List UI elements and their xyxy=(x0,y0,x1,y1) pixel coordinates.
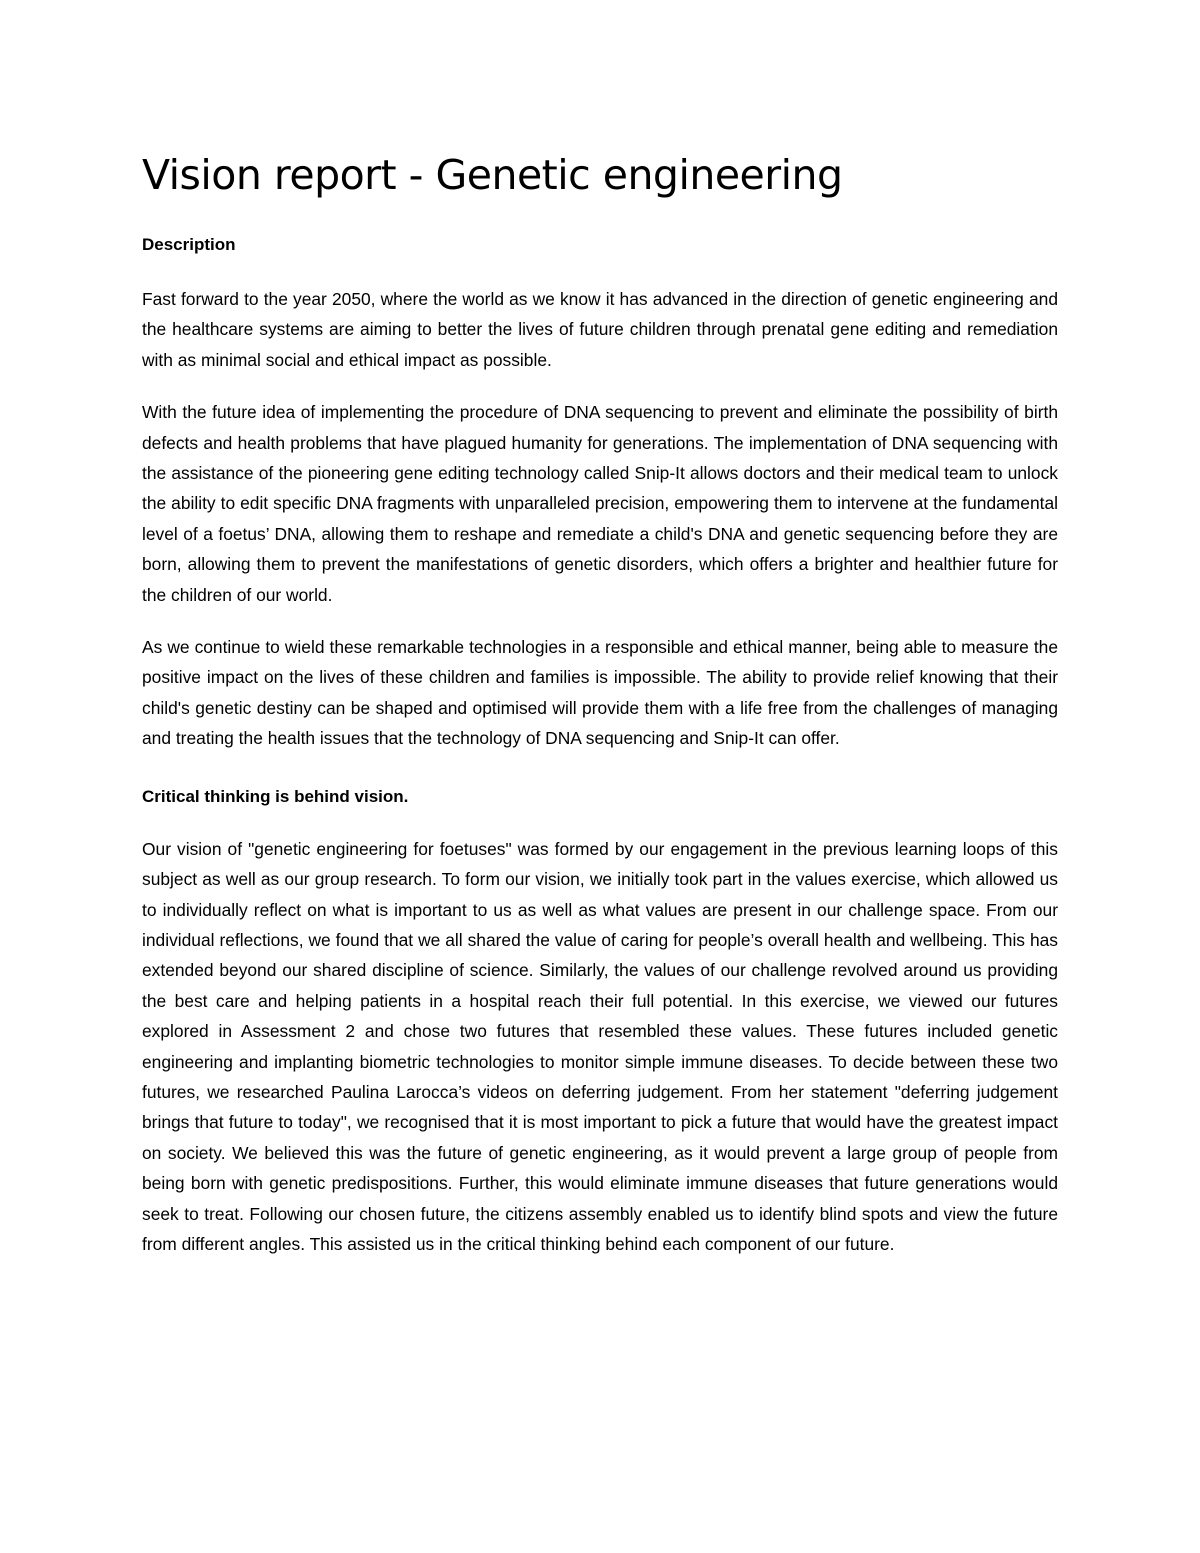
section-heading-critical-thinking: Critical thinking is behind vision. xyxy=(142,786,409,806)
paragraph-description-2: With the future idea of implementing the procedure of DNA sequencing to prevent and eliminate the possibility of birth defects and health problems that have plagued humanity for generations. The implementation of DNA sequencing with the assistance of the pioneering gene editing technology called Snip-It allows doctors and their medical team to unlock the ability to edit specific DNA fragments with unparalleled precision, empowering them to intervene at the fundamental level of a foetus’ DNA, allowing them to reshape and remediate a child's DNA and genetic sequencing before they are born, allowing them to prevent the manifestations of genetic disorders, which offers a brighter and healthier future for the children of our world. xyxy=(142,402,1058,605)
paragraph-description-1: Fast forward to the year 2050, where the world as we know it has advanced in the direction of genetic engineering and the healthcare systems are aiming to better the lives of future children through prenatal gene editing and remediation with as minimal social and ethical impact as possible. xyxy=(142,289,1058,370)
paragraph-critical-thinking-1: Our vision of "genetic engineering for foetuses" was formed by our engagement in the previous learning loops of this subject as well as our group research. To form our vision, we initially took part in the values exercise, which allowed us to individually reflect on what is important to us as well as what values are present in our challenge space. From our individual reflections, we found that we all shared the value of caring for people’s overall health and wellbeing. This has extended beyond our shared discipline of science. Similarly, the values of our challenge revolved around us providing the best care and helping patients in a hospital reach their full potential. In this exercise, we viewed our futures explored in Assessment 2 and chose two futures that resembled these values. These futures included genetic engineering and implanting biometric technologies to monitor simple immune diseases. To decide between these two futures, we researched Paulina Larocca’s videos on deferring judgement. From her statement "deferring judgement brings that future to today", we recognised that it is most important to pick a future that would have the greatest impact on society. We believed this was the future of genetic engineering, as it would prevent a large group of people from being born with genetic predispositions. Further, this would eliminate immune diseases that future generations would seek to treat. Following our chosen future, the citizens assembly enabled us to identify blind spots and view the future from different angles. This assisted us in the critical thinking behind each component of our future. xyxy=(142,838,1058,1254)
document-title: Vision report - Genetic engineering xyxy=(142,151,843,199)
paragraph-description-3: As we continue to wield these remarkable technologies in a responsible and ethical manner, being able to measure the positive impact on the lives of these children and families is impossible. The ability to provide relief knowing that their child's genetic destiny can be shaped and optimised will provide them with a life free from the challenges of managing and treating the health issues that the technology of DNA sequencing and Snip-It can offer. xyxy=(142,637,1058,749)
section-heading-description: Description xyxy=(142,235,236,254)
document-body xyxy=(142,148,1058,1259)
